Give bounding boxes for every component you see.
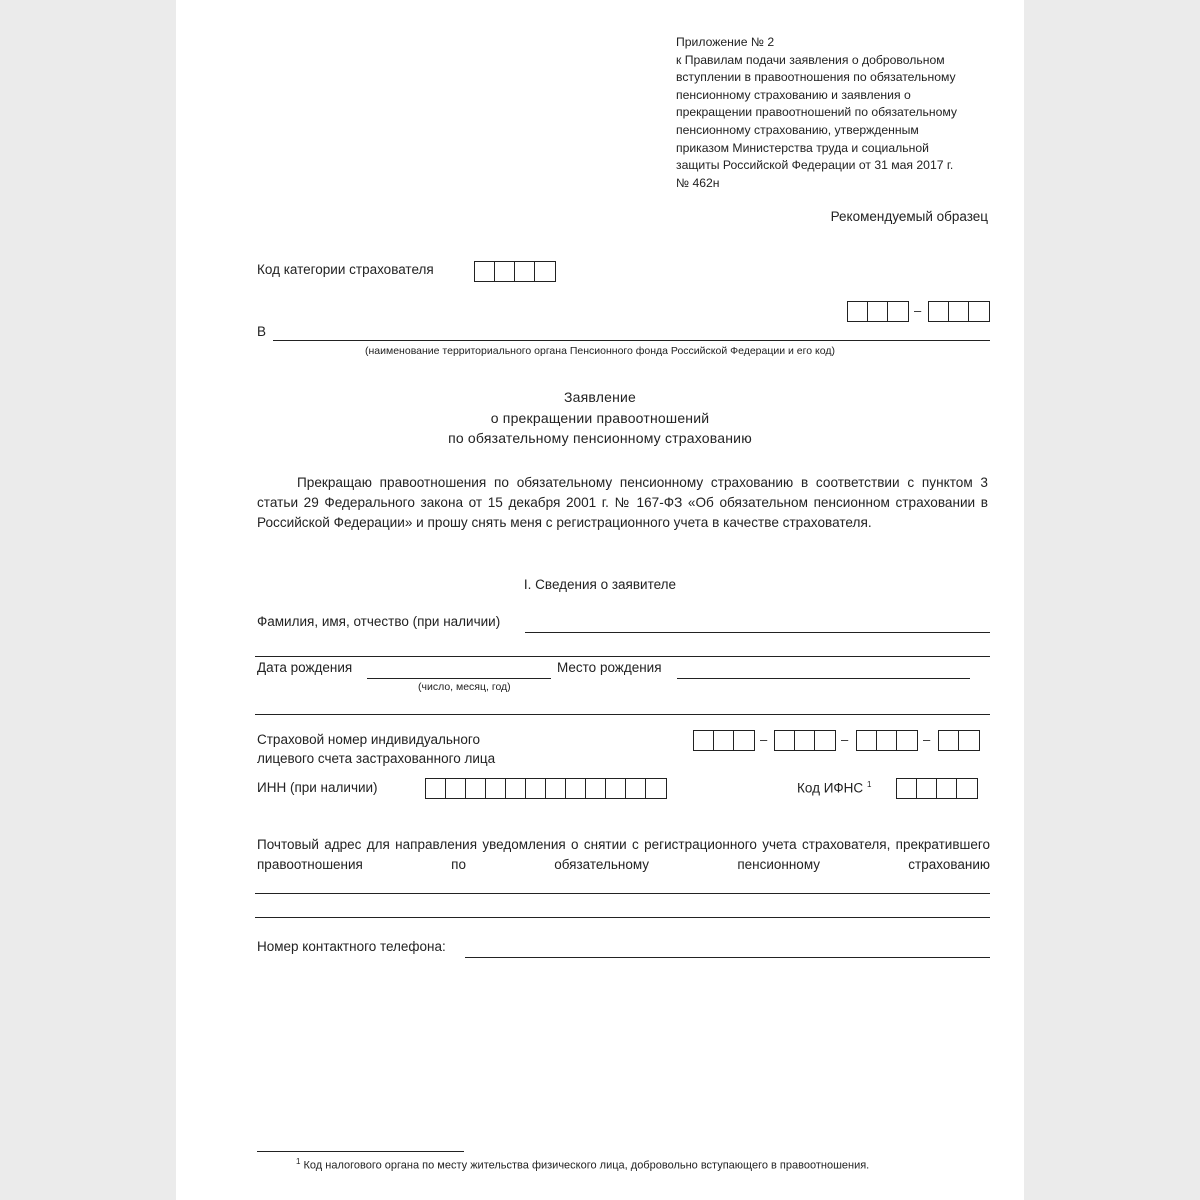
footnote xyxy=(296,1157,869,1172)
snils-boxes-2[interactable] xyxy=(774,730,836,751)
footnote-mark: 1 xyxy=(296,1157,301,1166)
birth-date-label: Дата рождения xyxy=(257,660,353,675)
inn-boxes[interactable] xyxy=(425,778,667,799)
category-code-label: Код категории страхователя xyxy=(257,262,434,277)
ifns-footnote-mark: 1 xyxy=(866,780,872,789)
title-line: Заявление xyxy=(563,389,637,405)
title-line: по обязательному пенсионному страхованию xyxy=(448,430,752,446)
fio-label: Фамилия, имя, отчество (при наличии) xyxy=(257,614,501,629)
birth-date-line[interactable] xyxy=(367,678,551,679)
office-code-boxes-right[interactable] xyxy=(928,301,990,322)
title-line: о прекращении правоотношений xyxy=(490,409,710,426)
birth-place-line[interactable] xyxy=(677,678,970,679)
appendix-line: пенсионному страхованию и заявления о xyxy=(676,87,911,102)
inn-label: ИНН (при наличии) xyxy=(257,780,378,795)
footnote-separator xyxy=(257,1151,464,1152)
document-title xyxy=(176,387,1024,449)
appendix-line: прекращении правоотношений по обязательному xyxy=(676,105,957,120)
snils-boxes-1[interactable] xyxy=(693,730,755,751)
appendix-line: приказом Министерства труда и социальной xyxy=(676,140,929,155)
postal-address-line[interactable] xyxy=(255,917,990,918)
to-label: В xyxy=(257,324,267,339)
birth-place-extra-line[interactable] xyxy=(255,714,990,715)
snils-dash: – xyxy=(760,732,768,747)
ifns-label xyxy=(797,780,871,796)
postal-address-line[interactable] xyxy=(255,893,990,894)
appendix-line: к Правилам подачи заявления о добровольном xyxy=(676,52,945,67)
document-page xyxy=(176,0,1024,1200)
birth-place-label: Место рождения xyxy=(557,660,662,675)
footnote-text: Код налогового органа по месту жительства физического лица, добровольно вступающего в правоотношения. xyxy=(303,1159,870,1172)
appendix-line: пенсионному страхованию, утвержденным xyxy=(676,122,919,137)
ifns-boxes[interactable] xyxy=(896,778,978,799)
snils-dash: – xyxy=(841,732,849,747)
ifns-label-text: Код ИФНС xyxy=(797,780,864,796)
office-caption: (наименование территориального органа Пенсионного фонда Российской Федерации и его код) xyxy=(365,345,835,357)
recommended-sample-label: Рекомендуемый образец xyxy=(830,209,988,224)
snils-boxes-4[interactable] xyxy=(938,730,980,751)
appendix-line: № 462н xyxy=(676,175,720,190)
appendix-line: защиты Российской Федерации от 31 мая 2017 г. xyxy=(676,158,954,173)
category-code-boxes[interactable] xyxy=(474,261,556,282)
office-name-line[interactable] xyxy=(273,340,990,341)
birth-date-caption: (число, месяц, год) xyxy=(418,681,511,693)
snils-boxes-3[interactable] xyxy=(856,730,918,751)
appendix-line: Приложение № 2 xyxy=(676,35,775,49)
appendix-line: вступлении в правоотношения по обязательному xyxy=(676,70,956,85)
fio-extra-line[interactable] xyxy=(255,656,990,657)
appendix-note xyxy=(676,34,996,192)
snils-dash: – xyxy=(923,732,931,747)
snils-label-line2: лицевого счета застрахованного лица xyxy=(257,751,496,766)
statement-paragraph: Прекращаю правоотношения по обязательному пенсионному страхованию в соответствии с пунктом 3 статьи 29 Федерального закона от 15 декабря 2001 г. № 167-ФЗ «Об обязательном пенсионном страховании в Российской Федерации» и прошу снять меня с регистрационного учета в качестве страхователя. xyxy=(257,475,988,530)
section-heading: I. Сведения о заявителе xyxy=(523,577,677,592)
office-code-boxes-left[interactable] xyxy=(847,301,909,322)
phone-label: Номер контактного телефона: xyxy=(257,939,446,954)
postal-address-label: Почтовый адрес для направления уведомления о снятии с регистрационного учета страхователя, прекратившего правоотношения по обязательному пенсионному страхованию xyxy=(257,837,990,872)
office-code-dash: – xyxy=(914,303,922,318)
snils-label-line1: Страховой номер индивидуального xyxy=(257,732,481,747)
phone-input-line[interactable] xyxy=(465,957,990,958)
fio-input-line[interactable] xyxy=(525,632,990,633)
